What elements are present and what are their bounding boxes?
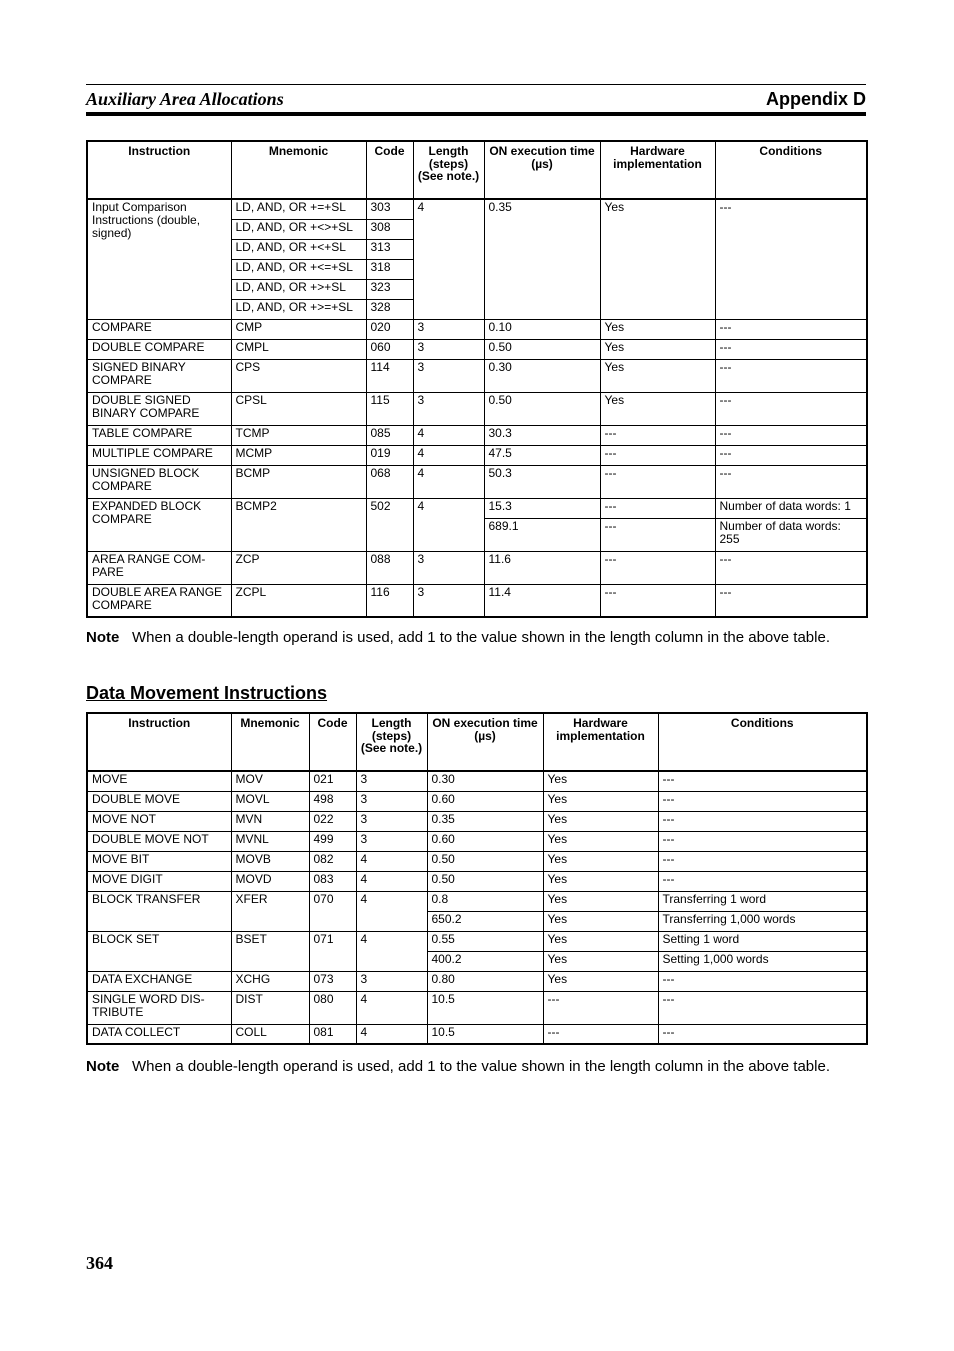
table-cell: Yes <box>543 891 658 911</box>
table-row <box>87 339 867 359</box>
table-cell: --- <box>715 392 867 425</box>
table-row <box>87 551 867 584</box>
table-cell: 0.30 <box>484 359 600 392</box>
comparison-instructions-table <box>86 140 868 618</box>
table-cell: 15.3 <box>484 498 600 518</box>
table-cell: 4 <box>356 891 427 931</box>
table-cell: --- <box>715 465 867 498</box>
table-cell: --- <box>715 359 867 392</box>
table-cell: --- <box>658 871 867 891</box>
note-length <box>86 628 866 648</box>
table-cell: 3 <box>356 971 427 991</box>
table-cell: COMPARE <box>87 319 231 339</box>
table-cell: --- <box>715 551 867 584</box>
table-cell: 4 <box>356 871 427 891</box>
table-cell: 0.60 <box>427 831 543 851</box>
table-cell: 0.8 <box>427 891 543 911</box>
note-text: When a double-length operand is used, add 1 to the value shown in the length column in the above table. <box>132 629 830 646</box>
table-row <box>87 584 867 617</box>
table-cell: Setting 1 word <box>658 931 867 951</box>
table-cell: --- <box>658 991 867 1024</box>
column-header: ON execution time (µs) <box>427 713 543 771</box>
table-cell: UNSIGNED BLOCK COMPARE <box>87 465 231 498</box>
page-header <box>86 89 866 111</box>
table-cell: --- <box>715 199 867 319</box>
table-cell: MOVE <box>87 771 231 791</box>
data-movement-instructions-table <box>86 712 868 1045</box>
table-cell: DOUBLE MOVE NOT <box>87 831 231 851</box>
table-cell: 0.80 <box>427 971 543 991</box>
table-cell: 323 <box>366 279 413 299</box>
table-row <box>87 425 867 445</box>
column-header: Hardware implementation <box>600 141 715 199</box>
header-top-rule <box>86 84 866 85</box>
table-cell: 114 <box>366 359 413 392</box>
column-header: Conditions <box>658 713 867 771</box>
table-cell: --- <box>600 445 715 465</box>
table-cell: DOUBLE SIGNED BINARY COMPARE <box>87 392 231 425</box>
table-cell: --- <box>715 339 867 359</box>
table-cell: BSET <box>231 931 309 971</box>
table-cell: --- <box>600 518 715 551</box>
table-cell: --- <box>600 498 715 518</box>
table-row <box>87 991 867 1024</box>
table-cell: 4 <box>356 991 427 1024</box>
table-cell: 502 <box>366 498 413 551</box>
table-cell: 498 <box>309 791 356 811</box>
table-cell: 10.5 <box>427 1024 543 1044</box>
table-row <box>87 851 867 871</box>
column-header: Instruction <box>87 713 231 771</box>
note-label: Note <box>86 1058 120 1075</box>
table-cell: Number of data words: 255 <box>715 518 867 551</box>
table-cell: 0.50 <box>427 871 543 891</box>
table-cell: 3 <box>413 392 484 425</box>
table-cell: 3 <box>413 584 484 617</box>
table-cell: 071 <box>309 931 356 971</box>
table-cell: 3 <box>413 551 484 584</box>
table-cell: 313 <box>366 239 413 259</box>
table-row <box>87 811 867 831</box>
table-cell: COLL <box>231 1024 309 1044</box>
table-cell: 088 <box>366 551 413 584</box>
table-cell: 308 <box>366 219 413 239</box>
table-cell: 328 <box>366 299 413 319</box>
appendix-heading: Appendix D <box>765 89 866 109</box>
table-cell: 0.35 <box>484 199 600 319</box>
table-cell: MOVL <box>231 791 309 811</box>
note-text: When a double-length operand is used, add 1 to the value shown in the length column in the above table. <box>132 1058 830 1075</box>
table-cell: EXPANDED BLOCK COMPARE <box>87 498 231 551</box>
table-row <box>87 199 867 219</box>
table-cell: Yes <box>543 791 658 811</box>
table-cell: 0.60 <box>427 791 543 811</box>
table-cell: Yes <box>543 871 658 891</box>
header-bottom-rule <box>86 112 866 116</box>
table-cell: Transferring 1 word <box>658 891 867 911</box>
table-cell: XCHG <box>231 971 309 991</box>
table-cell: 47.5 <box>484 445 600 465</box>
section-title: Data Movement Instructions <box>86 683 328 703</box>
column-header: Length (steps) (See note.) <box>356 713 427 771</box>
table-cell: 3 <box>356 811 427 831</box>
table-cell: BLOCK SET <box>87 931 231 971</box>
table-cell: 30.3 <box>484 425 600 445</box>
table-cell: 0.50 <box>484 392 600 425</box>
table-cell: 3 <box>356 771 427 791</box>
column-header: Hardware implementation <box>543 713 658 771</box>
table-cell: Yes <box>543 931 658 951</box>
table-cell: 4 <box>356 931 427 971</box>
table-cell: TCMP <box>231 425 366 445</box>
table-cell: DIST <box>231 991 309 1024</box>
table-cell: LD, AND, OR +<+SL <box>231 239 366 259</box>
table-cell: DOUBLE AREA RANGE COMPARE <box>87 584 231 617</box>
table-cell: --- <box>600 584 715 617</box>
table-cell: 060 <box>366 339 413 359</box>
table-cell: TABLE COMPARE <box>87 425 231 445</box>
table-header-row <box>87 713 867 771</box>
table-cell: 4 <box>413 425 484 445</box>
table-cell: 080 <box>309 991 356 1024</box>
table-row <box>87 971 867 991</box>
column-header: Code <box>309 713 356 771</box>
table-cell: 0.10 <box>484 319 600 339</box>
table-row <box>87 891 867 911</box>
table-cell: --- <box>658 771 867 791</box>
table-cell: 4 <box>413 445 484 465</box>
table-cell: XFER <box>231 891 309 931</box>
table-cell: 3 <box>356 831 427 851</box>
table-cell: MOV <box>231 771 309 791</box>
table-header-row <box>87 141 867 199</box>
table-cell: MOVD <box>231 871 309 891</box>
table-cell: AREA RANGE COM-PARE <box>87 551 231 584</box>
table-cell: --- <box>715 584 867 617</box>
table-row <box>87 831 867 851</box>
table-cell: LD, AND, OR +<=+SL <box>231 259 366 279</box>
table-cell: 081 <box>309 1024 356 1044</box>
table-cell: MVN <box>231 811 309 831</box>
table-cell: --- <box>715 425 867 445</box>
table-cell: DATA COLLECT <box>87 1024 231 1044</box>
column-header: Mnemonic <box>231 141 366 199</box>
table-cell: Yes <box>543 831 658 851</box>
table-cell: CPS <box>231 359 366 392</box>
table-cell: CMP <box>231 319 366 339</box>
table-cell: 0.35 <box>427 811 543 831</box>
table-row <box>87 791 867 811</box>
table-cell: 10.5 <box>427 991 543 1024</box>
table-cell: Yes <box>543 911 658 931</box>
table-cell: ZCPL <box>231 584 366 617</box>
table-cell: 019 <box>366 445 413 465</box>
table-cell: 0.30 <box>427 771 543 791</box>
table-cell: MOVB <box>231 851 309 871</box>
table-cell: 085 <box>366 425 413 445</box>
table-cell: 11.6 <box>484 551 600 584</box>
table-cell: BCMP2 <box>231 498 366 551</box>
table-cell: LD, AND, OR +<>+SL <box>231 219 366 239</box>
column-header: Instruction <box>87 141 231 199</box>
table-row <box>87 319 867 339</box>
table-row <box>87 359 867 392</box>
table-cell: --- <box>715 445 867 465</box>
table-cell: Yes <box>543 771 658 791</box>
table-row <box>87 465 867 498</box>
table-cell: DOUBLE MOVE <box>87 791 231 811</box>
table-cell: 3 <box>356 791 427 811</box>
table-cell: MOVE DIGIT <box>87 871 231 891</box>
table-cell: 3 <box>413 359 484 392</box>
table-cell: 689.1 <box>484 518 600 551</box>
table-cell: 083 <box>309 871 356 891</box>
table-cell: --- <box>658 811 867 831</box>
table-row <box>87 931 867 951</box>
table-cell: 070 <box>309 891 356 931</box>
table-cell: CMPL <box>231 339 366 359</box>
table-row <box>87 392 867 425</box>
table-cell: BCMP <box>231 465 366 498</box>
table-cell: 021 <box>309 771 356 791</box>
table-cell: LD, AND, OR +>+SL <box>231 279 366 299</box>
table-cell: 068 <box>366 465 413 498</box>
table-cell: --- <box>658 971 867 991</box>
table-cell: 115 <box>366 392 413 425</box>
table-cell: Yes <box>543 851 658 871</box>
table-cell: MOVE BIT <box>87 851 231 871</box>
table-cell: 4 <box>413 498 484 551</box>
table-cell: 073 <box>309 971 356 991</box>
table-cell: 303 <box>366 199 413 219</box>
table-cell: 0.50 <box>427 851 543 871</box>
table-cell: --- <box>658 791 867 811</box>
table-cell: 020 <box>366 319 413 339</box>
table-cell: 4 <box>356 851 427 871</box>
table-cell: Input Comparison Instructions (double, signed) <box>87 199 231 319</box>
table-cell: 116 <box>366 584 413 617</box>
column-header: Conditions <box>715 141 867 199</box>
table-cell: --- <box>600 425 715 445</box>
table-cell: 499 <box>309 831 356 851</box>
page-number: 364 <box>86 1253 113 1273</box>
table-cell: --- <box>658 831 867 851</box>
table-cell: 4 <box>356 1024 427 1044</box>
table-cell: CPSL <box>231 392 366 425</box>
note-length <box>86 1057 866 1077</box>
table-cell: Setting 1,000 words <box>658 951 867 971</box>
table-cell: --- <box>543 991 658 1024</box>
table-cell: ZCP <box>231 551 366 584</box>
table-cell: 11.4 <box>484 584 600 617</box>
table-cell: 4 <box>413 199 484 319</box>
column-header: Code <box>366 141 413 199</box>
table-cell: SIGNED BINARY COMPARE <box>87 359 231 392</box>
table-cell: 022 <box>309 811 356 831</box>
table-cell: LD, AND, OR +>=+SL <box>231 299 366 319</box>
table-cell: Transferring 1,000 words <box>658 911 867 931</box>
table-cell: 650.2 <box>427 911 543 931</box>
column-header: Mnemonic <box>231 713 309 771</box>
column-header: ON execution time (µs) <box>484 141 600 199</box>
table-cell: DATA EXCHANGE <box>87 971 231 991</box>
table-cell: Yes <box>600 339 715 359</box>
table-cell: MOVE NOT <box>87 811 231 831</box>
table-row <box>87 871 867 891</box>
table-row <box>87 1024 867 1044</box>
table-cell: 0.50 <box>484 339 600 359</box>
table-cell: DOUBLE COMPARE <box>87 339 231 359</box>
table-cell: --- <box>715 319 867 339</box>
table-cell: Number of data words: 1 <box>715 498 867 518</box>
table-cell: 0.55 <box>427 931 543 951</box>
note-label: Note <box>86 629 120 646</box>
table-row <box>87 771 867 791</box>
table-cell: --- <box>600 465 715 498</box>
table-cell: --- <box>600 551 715 584</box>
table-cell: LD, AND, OR +=+SL <box>231 199 366 219</box>
table-cell: --- <box>658 1024 867 1044</box>
table-cell: --- <box>543 1024 658 1044</box>
table-cell: 3 <box>413 339 484 359</box>
table-cell: Yes <box>543 951 658 971</box>
table-cell: 082 <box>309 851 356 871</box>
table-cell: 3 <box>413 319 484 339</box>
table-cell: Yes <box>600 392 715 425</box>
table-row <box>87 498 867 518</box>
table-cell: Yes <box>543 811 658 831</box>
table-cell: MULTIPLE COMPARE <box>87 445 231 465</box>
table-cell: 4 <box>413 465 484 498</box>
table-cell: 50.3 <box>484 465 600 498</box>
column-header: Length (steps) (See note.) <box>413 141 484 199</box>
table-cell: --- <box>658 851 867 871</box>
table-cell: MVNL <box>231 831 309 851</box>
table-cell: BLOCK TRANSFER <box>87 891 231 931</box>
table-row <box>87 445 867 465</box>
table-cell: Yes <box>543 971 658 991</box>
table-cell: MCMP <box>231 445 366 465</box>
table-cell: Yes <box>600 359 715 392</box>
table-cell: 400.2 <box>427 951 543 971</box>
table-cell: 318 <box>366 259 413 279</box>
table-cell: SINGLE WORD DIS-TRIBUTE <box>87 991 231 1024</box>
section-heading: Auxiliary Area Allocations <box>86 89 284 109</box>
table-cell: Yes <box>600 199 715 319</box>
table-cell: Yes <box>600 319 715 339</box>
